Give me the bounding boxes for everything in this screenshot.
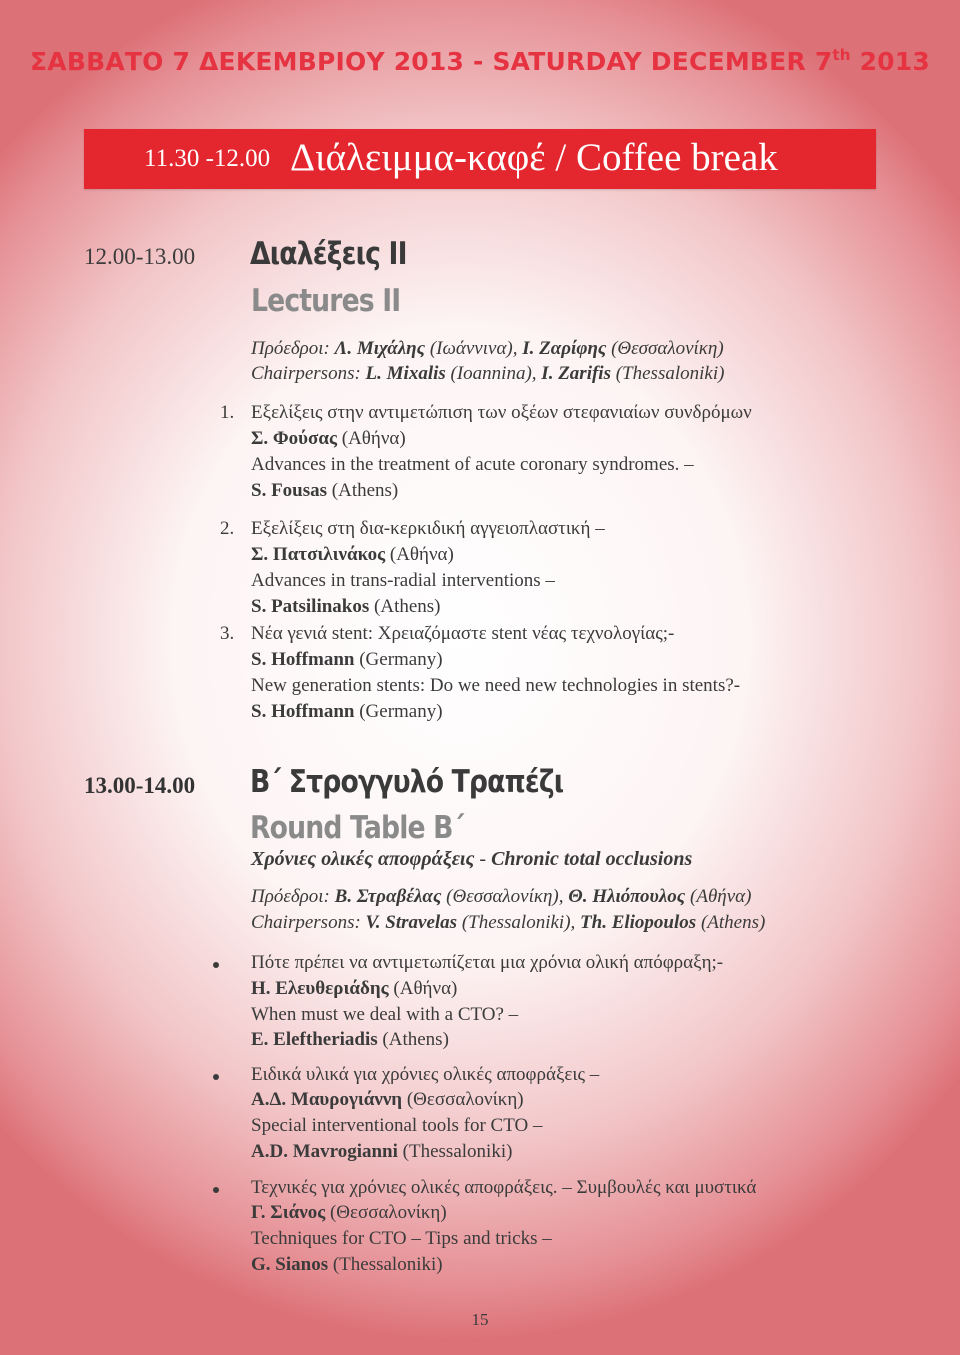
- round-table-chairs-en: Chairpersons: V. Stravelas (Thessaloniki), Th. Eliopoulos (Athens): [251, 912, 766, 933]
- lectures-title-en: Lectures II: [251, 283, 401, 319]
- header-ordinal-suffix: th: [832, 46, 851, 64]
- talk-title-gr: Τεχνικές για χρόνιες ολικές αποφράξεις. – Συμβουλές και μυστικά: [251, 1177, 757, 1198]
- lecture-number: 2.: [220, 518, 235, 539]
- talk-speaker-gr: Γ. Σιάνος (Θεσσαλονίκη): [251, 1202, 447, 1223]
- bullet-icon: [213, 962, 219, 968]
- talk-title-gr: Πότε πρέπει να αντιμετωπίζεται μια χρόνια ολική απόφραξη;-: [251, 952, 724, 973]
- round-table-subtitle: Χρόνιες ολικές αποφράξεις - Chronic total occlusions: [251, 848, 693, 870]
- bullet-icon: [213, 1187, 219, 1193]
- talk-speaker-gr: Η. Ελευθεριάδης (Αθήνα): [251, 978, 458, 999]
- page-header: [0, 46, 960, 76]
- lecture-title-en: Advances in trans-radial interventions –: [251, 570, 555, 591]
- talk-title-gr: Ειδικά υλικά για χρόνιες ολικές αποφράξεις –: [251, 1064, 600, 1085]
- lecture-title-en: New generation stents: Do we need new technologies in stents?-: [251, 675, 741, 696]
- coffee-break-label: Διάλειμμα-καφέ / Coffee break: [290, 136, 778, 179]
- lecture-speaker-en: S. Hoffmann (Germany): [251, 701, 443, 722]
- lecture-speaker-gr: Σ. Φούσας (Αθήνα): [251, 428, 406, 449]
- lecture-speaker-en: S. Fousas (Athens): [251, 480, 399, 501]
- lecture-title-en: Advances in the treatment of acute coronary syndromes. –: [251, 454, 694, 475]
- header-date: ΣΑΒΒΑΤΟ 7 ΔΕΚΕΜΒΡΙΟΥ 2013 - SATURDAY DECEMBER 7: [30, 47, 833, 76]
- round-table-title-gr: Β΄ Στρογγυλό Τραπέζι: [250, 764, 564, 800]
- coffee-break-time: 11.30 -12.00: [144, 145, 271, 172]
- lectures-chairs-gr: Πρόεδροι: Λ. Μιχάλης (Ιωάννινα), Ι. Ζαρίφης (Θεσσαλονίκη): [251, 338, 724, 359]
- lecture-title-gr: Εξελίξεις στη δια-κερκιδική αγγειοπλαστική –: [251, 518, 605, 539]
- talk-speaker-en: G. Sianos (Thessaloniki): [251, 1254, 443, 1275]
- round-table-time: 13.00-14.00: [84, 773, 196, 798]
- lectures-chairs-en: Chairpersons: L. Mixalis (Ioannina), I. Zarifis (Thessaloniki): [251, 363, 725, 384]
- lecture-speaker-gr: S. Hoffmann (Germany): [251, 649, 443, 670]
- talk-title-en: Special interventional tools for CTO –: [251, 1115, 543, 1136]
- talk-title-en: Techniques for CTO – Tips and tricks –: [251, 1228, 552, 1249]
- talk-speaker-en: A.D. Mavrogianni (Thessaloniki): [251, 1141, 513, 1162]
- lecture-speaker-en: S. Patsilinakos (Athens): [251, 596, 441, 617]
- round-table-chairs-gr: Πρόεδροι: Β. Στραβέλας (Θεσσαλονίκη), Θ. Ηλιόπουλος (Αθήνα): [251, 886, 752, 907]
- talk-title-en: When must we deal with a CTO? –: [251, 1004, 519, 1025]
- talk-speaker-gr: Α.Δ. Μαυρογιάννη (Θεσσαλονίκη): [251, 1089, 524, 1110]
- page-number: 15: [471, 1310, 489, 1329]
- lectures-title-gr: Διαλέξεις ΙΙ: [250, 236, 407, 272]
- coffee-break-banner: [84, 129, 876, 189]
- lecture-speaker-gr: Σ. Πατσιλινάκος (Αθήνα): [251, 544, 454, 565]
- lectures-time: 12.00-13.00: [84, 244, 196, 269]
- lecture-number: 1.: [220, 402, 235, 423]
- lecture-title-gr: Νέα γενιά stent: Χρειαζόμαστε stent νέας τεχνολογίας;-: [251, 623, 675, 644]
- bullet-icon: [213, 1074, 219, 1080]
- lecture-title-gr: Εξελίξεις στην αντιμετώπιση των οξέων στεφανιαίων συνδρόμων: [251, 402, 752, 423]
- header-year: 2013: [850, 47, 930, 76]
- talk-speaker-en: E. Eleftheriadis (Athens): [251, 1029, 449, 1050]
- round-table-title-en: Round Table B΄: [250, 810, 464, 846]
- lecture-number: 3.: [220, 623, 235, 644]
